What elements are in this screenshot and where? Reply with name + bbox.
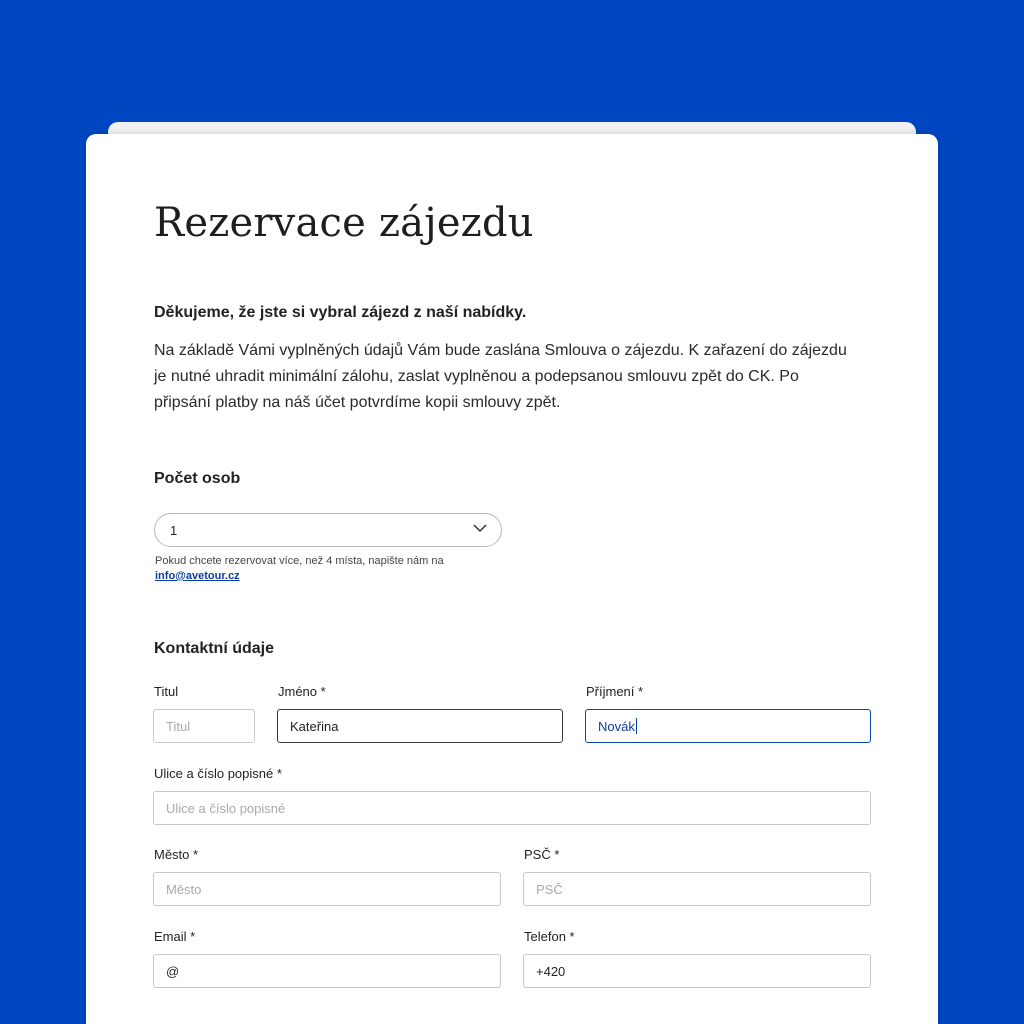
chevron-down-icon: [473, 523, 487, 533]
mesto-input[interactable]: Město: [153, 872, 501, 906]
persons-hint: [155, 554, 495, 584]
jmeno-input[interactable]: Kateřina: [277, 709, 563, 743]
telefon-label: Telefon *: [524, 929, 575, 944]
prijmeni-value: Novák: [598, 718, 635, 734]
text-caret: [636, 718, 637, 734]
titul-label: Titul: [154, 684, 179, 699]
psc-input[interactable]: PSČ: [523, 872, 871, 906]
persons-count-value: 1: [170, 522, 178, 538]
mesto-label: Město *: [154, 847, 199, 862]
ulice-label: Ulice a číslo popisné *: [154, 766, 282, 781]
email-label: Email *: [154, 929, 196, 944]
prijmeni-label: Příjmení *: [586, 684, 644, 699]
reservation-card: [86, 134, 938, 1024]
page-title: Rezervace zájezdu: [154, 200, 534, 246]
prijmeni-input[interactable]: [585, 709, 871, 743]
thank-you-text: Děkujeme, že jste si vybral zájezd z naší nabídky.: [154, 304, 527, 321]
persons-hint-text: Pokud chcete rezervovat více, než 4 místa, napište nám na: [155, 555, 444, 567]
jmeno-label: Jméno *: [278, 684, 326, 699]
persons-count-select[interactable]: [154, 513, 502, 547]
persons-section-title: Počet osob: [154, 470, 241, 487]
contact-section-title: Kontaktní údaje: [154, 640, 275, 657]
titul-input[interactable]: Titul: [153, 709, 255, 743]
psc-label: PSČ *: [524, 847, 560, 862]
intro-paragraph: Na základě Vámi vyplněných údajů Vám bude zaslána Smlouva o zájezdu. K zařazení do zájezdu je nutné uhradit minimální zálohu, zaslat vyplněnou a podepsanou smlouvu zpět do CK. Po připsání platby na náš účet potvrdíme kopii smlouvy zpět.: [154, 342, 847, 411]
ulice-input[interactable]: Ulice a číslo popisné: [153, 791, 871, 825]
contact-email-link[interactable]: info@avetour.cz: [155, 570, 240, 582]
telefon-input[interactable]: +420: [523, 954, 871, 988]
email-input[interactable]: @: [153, 954, 501, 988]
